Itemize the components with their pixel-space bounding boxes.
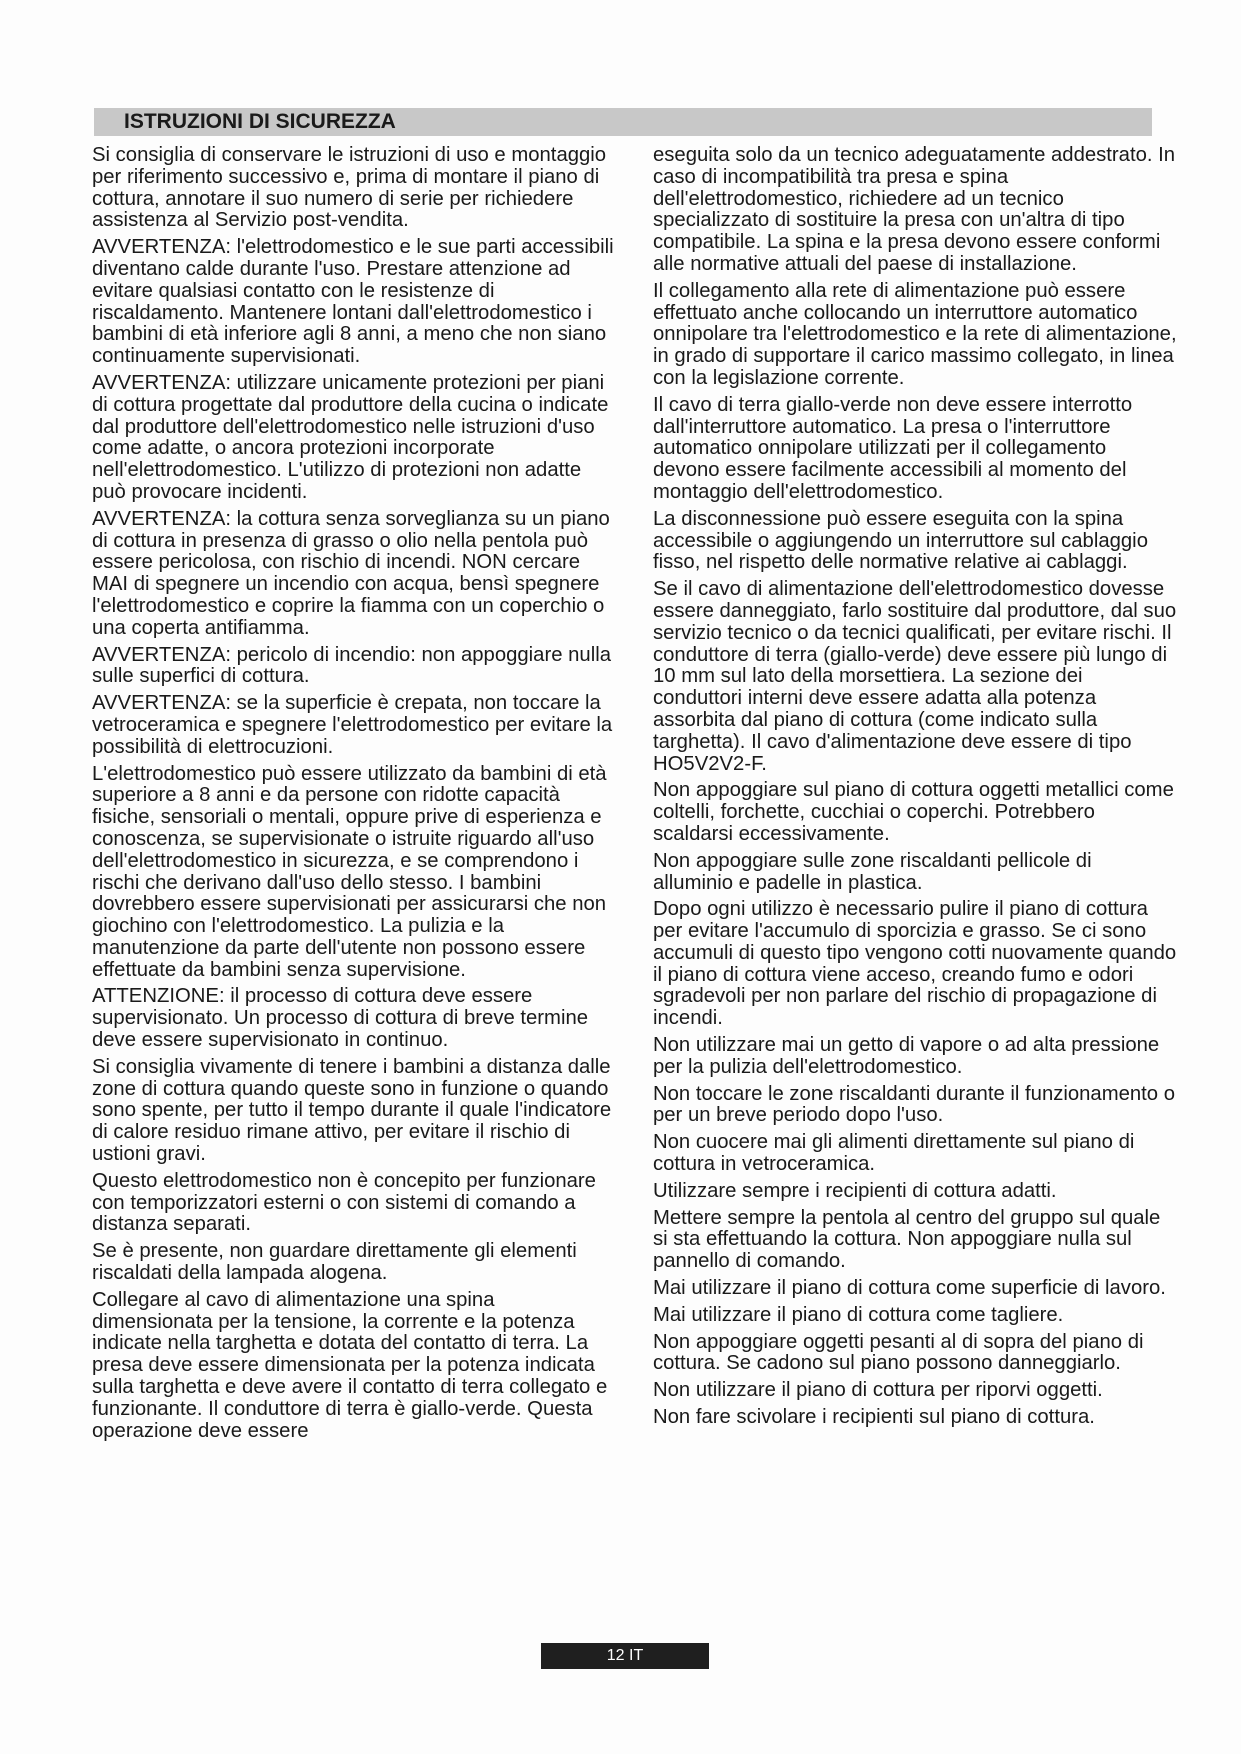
paragraph: Il collegamento alla rete di alimentazione può essere effettuato anche collocando un interruttore automatico onnipolare tra l'elettrodomestico e la rete di alimentazione, in grado di supportare il carico massimo collegato, in linea con la legislazione corrente.: [653, 279, 1177, 389]
paragraph: AVVERTENZA: se la superficie è crepata, non toccare la vetroceramica e spegnere l'elettrodomestico per evitare la possibilità di elettrocuzioni.: [92, 692, 613, 758]
paragraph: Non toccare le zone riscaldanti durante il funzionamento o per un breve periodo dopo l'uso.: [653, 1082, 1175, 1127]
paragraph: Il cavo di terra giallo-verde non deve essere interrotto dall'interruttore automatico. La presa o l'interruttore automatico onnipolare utilizzati per il collegamento devono essere facilmente accessibili al momento del montaggio dell'elettrodomestico.: [653, 393, 1133, 503]
paragraph: Mai utilizzare il piano di cottura come superficie di lavoro.: [653, 1277, 1166, 1300]
paragraph: L'elettrodomestico può essere utilizzato da bambini di età superiore a 8 anni e da persone con ridotte capacità fisiche, sensoriali o mentali, oppure prive di esperienza e conoscenza, se supervisionate o istruite riguardo all'uso dell'elettrodomestico in sicurezza, e se comprendono i rischi che derivano dall'uso dello stesso. I bambini dovrebbero essere supervisionati per assicurarsi che non giochino con l'elettrodomestico. La pulizia e la manutenzione da parte dell'utente non possono essere effettuate da bambini senza supervisione.: [92, 762, 607, 981]
paragraph: Non appoggiare sulle zone riscaldanti pellicole di alluminio e padelle in plastica.: [653, 849, 1092, 894]
paragraph: Se il cavo di alimentazione dell'elettrodomestico dovesse essere danneggiato, farlo sostituire dal produttore, dal suo servizio tecnico o da tecnici qualificati, per evitare rischi. Il conduttore di terra (giallo-verde) deve essere più lungo di 10 mm sul lato della morsettiera. La sezione dei conduttori interni deve essere adatta alla potenza assorbita dal piano di cottura (come indicato sulla targhetta). Il cavo d'alimentazione deve essere di tipo HO5V2V2-F.: [653, 578, 1177, 775]
paragraph: Si consiglia di conservare le istruzioni di uso e montaggio per riferimento successivo e, prima di montare il piano di cottura, annotare il suo numero di serie per richiedere assistenza al Servizio post-vendita.: [92, 144, 607, 232]
paragraph: Mai utilizzare il piano di cottura come tagliere.: [653, 1303, 1064, 1326]
paragraph: Non utilizzare il piano di cottura per riporvi oggetti.: [653, 1379, 1103, 1402]
paragraph: Questo elettrodomestico non è concepito per funzionare con temporizzatori esterni o con sistemi di comando a distanza separati.: [92, 1169, 596, 1236]
paragraph: Non utilizzare mai un getto di vapore o ad alta pressione per la pulizia dell'elettrodomestico.: [653, 1034, 1160, 1078]
paragraph: La disconnessione può essere eseguita con la spina accessibile o aggiungendo un interruttore sul cablaggio fisso, nel rispetto delle normative relative ai cablaggi.: [653, 507, 1148, 574]
paragraph: Se è presente, non guardare direttamente gli elementi riscaldati della lampada alogena.: [92, 1240, 577, 1285]
paragraph: Non cuocere mai gli alimenti direttamente sul piano di cottura in vetroceramica.: [653, 1131, 1135, 1176]
paragraph: Dopo ogni utilizzo è necessario pulire il piano di cottura per evitare l'accumulo di sporcizia e grasso. Se ci sono accumuli di questo tipo vengono cotti nuovamente quando il piano di cottura viene acceso, creando fumo e odori sgradevoli per non parlare del rischio di propagazione di incendi.: [653, 898, 1177, 1030]
paragraph: AVVERTENZA: la cottura senza sorveglianza su un piano di cottura in presenza di grasso o olio nella pentola può essere pericolosa, con rischio di incendi. NON cercare MAI di spegnere un incendio con acqua, bensì spegnere l'elettrodomestico e coprire la fiamma con un coperchio o una coperta antifiamma.: [92, 507, 610, 639]
right-column: [653, 145, 1177, 1434]
section-header: [94, 108, 1152, 136]
paragraph: Non appoggiare oggetti pesanti al di sopra del piano di cottura. Se cadono sul piano possono danneggiarlo.: [653, 1330, 1144, 1375]
paragraph: AVVERTENZA: l'elettrodomestico e le sue parti accessibili diventano calde durante l'uso. Prestare attenzione ad evitare qualsiasi contatto con le resistenze di riscaldamento. Mantenere lontani dall'elettrodomestico i bambini di età inferiore agli 8 anni, a meno che non siano continuamente supervisionati.: [92, 236, 614, 368]
paragraph: AVVERTENZA: pericolo di incendio: non appoggiare nulla sulle superfici di cottura.: [92, 643, 611, 688]
paragraph: ATTENZIONE: il processo di cottura deve essere supervisionato. Un processo di cottura di breve termine deve essere supervisionato in continuo.: [92, 985, 589, 1052]
paragraph: Non appoggiare sul piano di cottura oggetti metallici come coltelli, forchette, cucchiai o coperchi. Potrebbero scaldarsi eccessivamente.: [653, 779, 1174, 845]
page-number: 12 IT: [541, 1643, 709, 1669]
left-column: [92, 145, 614, 1447]
section-title: ISTRUZIONI DI SICUREZZA: [124, 110, 396, 133]
paragraph: Non fare scivolare i recipienti sul piano di cottura.: [653, 1406, 1095, 1429]
paragraph: AVVERTENZA: utilizzare unicamente protezioni per piani di cottura progettate dal produttore della cucina o indicate dal produttore dell'elettrodomestico nelle istruzioni d'uso come adatte, o ancora protezioni incorporate nell'elettrodomestico. L'utilizzo di protezioni non adatte può provocare incidenti.: [92, 371, 609, 503]
paragraph: Utilizzare sempre i recipienti di cottura adatti.: [653, 1179, 1057, 1202]
paragraph: Collegare al cavo di alimentazione una spina dimensionata per la tensione, la corrente e la potenza indicate nella targhetta e dotata del contatto di terra. La presa deve essere dimensionata per la potenza indicata sulla targhetta e deve avere il contatto di terra collegato e funzionante. Il conduttore di terra è giallo-verde. Questa operazione deve essere: [92, 1288, 608, 1442]
paragraph: Si consiglia vivamente di tenere i bambini a distanza dalle zone di cottura quando queste sono in funzione o quando sono spente, per tutto il tempo durante il quale l'indicatore di calore residuo rimane attivo, per evitare il rischio di ustioni gravi.: [92, 1055, 612, 1166]
paragraph: eseguita solo da un tecnico adeguatamente addestrato. In caso di incompatibilità tra presa e spina dell'elettrodomestico, richiedere ad un tecnico specializzato di sostituire la presa con un'altra di tipo compatibile. La spina e la presa devono essere conformi alle normative attuali del paese di installazione.: [653, 144, 1176, 275]
paragraph: Mettere sempre la pentola al centro del gruppo sul quale si sta effettuando la cottura. Non appoggiare nulla sul pannello di comando.: [653, 1206, 1161, 1273]
